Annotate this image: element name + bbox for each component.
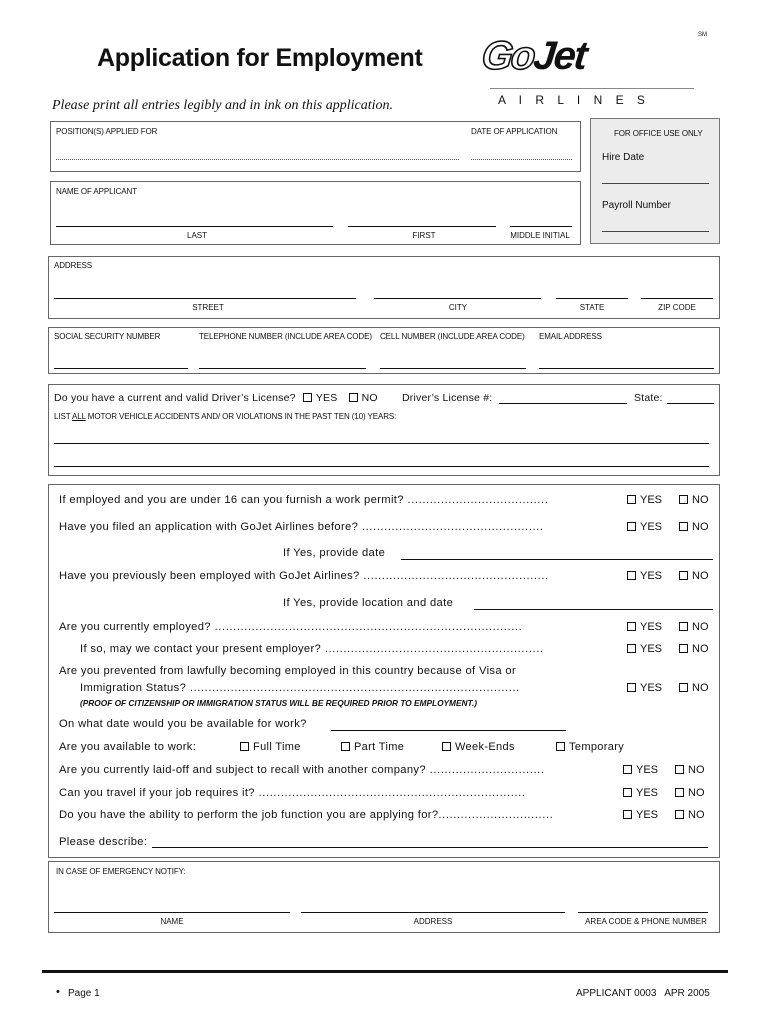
gojet-logo	[480, 32, 720, 112]
leader-dots: ........................................................................	[254, 787, 526, 799]
ability-yes-checkbox[interactable]	[623, 810, 632, 819]
laid-off-no[interactable]	[675, 764, 705, 776]
address-section	[48, 256, 720, 319]
yes-label: YES	[640, 682, 663, 694]
if-yes-location-line[interactable]	[474, 609, 713, 610]
filed-before-text: Have you filed an application with GoJet Airlines before?	[59, 521, 359, 533]
license-question: Do you have a current and valid Driver’s License?	[54, 392, 296, 404]
state-line[interactable]	[556, 298, 628, 299]
license-state-label: State:	[634, 392, 663, 404]
no-label: NO	[692, 621, 709, 633]
no-label: NO	[692, 570, 709, 582]
license-yes-checkbox[interactable]	[303, 393, 312, 402]
visa-question-text: Immigration Status?	[80, 682, 187, 694]
work-permit-yes[interactable]	[627, 494, 662, 506]
payroll-number-label: Payroll Number	[602, 200, 671, 211]
filed-before-no-checkbox[interactable]	[679, 522, 688, 531]
leader-dots: ...................................................................................	[210, 621, 523, 633]
logo-go: Go	[479, 34, 536, 78]
currently-employed-yes[interactable]	[627, 621, 662, 633]
full-time-checkbox[interactable]	[240, 742, 249, 751]
ssn-line[interactable]	[54, 368, 188, 369]
ability-question	[59, 809, 553, 821]
last-name-line[interactable]	[56, 226, 333, 227]
email-label: EMAIL ADDRESS	[539, 332, 602, 341]
travel-yes-checkbox[interactable]	[623, 788, 632, 797]
week-ends-option[interactable]	[442, 741, 515, 753]
previously-employed-no[interactable]	[679, 570, 709, 582]
proof-note: (PROOF OF CITIZENSHIP OR IMMIGRATION STATUS WILL BE REQUIRED PRIOR TO EMPLOYMENT.)	[80, 698, 478, 708]
license-question-row	[54, 392, 378, 404]
office-use-title: FOR OFFICE USE ONLY	[614, 129, 703, 138]
temporary-label: Temporary	[569, 741, 625, 753]
middle-initial-line[interactable]	[510, 226, 572, 227]
available-date-line[interactable]	[331, 730, 566, 731]
travel-text: Can you travel if your job requires it?	[59, 787, 255, 799]
yes-label: YES	[640, 643, 663, 655]
street-line[interactable]	[54, 298, 356, 299]
visa-question-line2	[80, 682, 520, 694]
no-label: NO	[692, 494, 709, 506]
available-to-work-label: Are you available to work:	[59, 741, 197, 753]
logo-rule	[490, 88, 694, 89]
license-state-line[interactable]	[667, 403, 714, 404]
hire-date-line[interactable]	[602, 183, 709, 184]
full-time-label: Full Time	[253, 741, 301, 753]
contact-employer-no[interactable]	[679, 643, 709, 655]
work-permit-text: If employed and you are under 16 can you furnish a work permit?	[59, 494, 404, 506]
laid-off-text: Are you currently laid-off and subject to recall with another company?	[59, 764, 426, 776]
license-no-checkbox[interactable]	[349, 393, 358, 402]
week-ends-label: Week-Ends	[455, 741, 515, 753]
accidents-line-2[interactable]	[54, 466, 709, 467]
hire-date-label: Hire Date	[602, 152, 645, 163]
week-ends-checkbox[interactable]	[442, 742, 451, 751]
contact-employer-yes[interactable]	[627, 643, 662, 655]
travel-question	[59, 787, 526, 799]
zip-code-line[interactable]	[641, 298, 713, 299]
currently-employed-yes-checkbox[interactable]	[627, 622, 636, 631]
emergency-name-line[interactable]	[54, 912, 290, 913]
license-number-label: Driver’s License #:	[402, 392, 493, 404]
yes-label: YES	[636, 787, 659, 799]
filed-before-yes[interactable]	[627, 521, 662, 533]
no-label: NO	[688, 809, 705, 821]
accidents-label	[54, 412, 396, 421]
logo-wordmark	[480, 34, 588, 79]
temporary-checkbox[interactable]	[556, 742, 565, 751]
ability-text: Do you have the ability to perform the job function you are applying for?	[59, 809, 439, 821]
leader-dots: .........................................................................................	[186, 682, 520, 694]
email-line[interactable]	[539, 368, 714, 369]
ssn-label: SOCIAL SECURITY NUMBER	[54, 332, 161, 341]
previously-employed-no-checkbox[interactable]	[679, 571, 688, 580]
emergency-address-caption: ADDRESS	[413, 917, 453, 926]
position-label: POSITION(S) APPLIED FOR	[56, 127, 158, 136]
laid-off-yes[interactable]	[623, 764, 658, 776]
logo-airlines: A I R L I N E S	[498, 93, 650, 107]
last-name-caption: LAST	[186, 231, 208, 240]
work-permit-no[interactable]	[679, 494, 709, 506]
yes-label: YES	[636, 809, 659, 821]
filed-before-yes-checkbox[interactable]	[627, 522, 636, 531]
name-of-applicant-label: NAME OF APPLICANT	[56, 187, 137, 196]
travel-no-checkbox[interactable]	[675, 788, 684, 797]
describe-line[interactable]	[152, 847, 708, 848]
previously-employed-question	[59, 570, 549, 582]
currently-employed-no-checkbox[interactable]	[679, 622, 688, 631]
previously-employed-text: Have you previously been employed with GoJet Airlines?	[59, 570, 360, 582]
leader-dots: ...........................................................	[321, 643, 544, 655]
first-name-caption: FIRST	[412, 231, 436, 240]
contact-employer-no-checkbox[interactable]	[679, 644, 688, 653]
yes-label: YES	[640, 621, 663, 633]
footer-page: Page 1	[68, 988, 100, 999]
emergency-phone-caption: AREA CODE & PHONE NUMBER	[585, 917, 707, 926]
visa-no-checkbox[interactable]	[679, 683, 688, 692]
accidents-label-pre: LIST	[54, 412, 73, 421]
currently-employed-no[interactable]	[679, 621, 709, 633]
contact-employer-yes-checkbox[interactable]	[627, 644, 636, 653]
page-title: Application for Employment	[97, 44, 423, 72]
contact-employer-question	[80, 643, 544, 655]
work-permit-question	[59, 494, 548, 506]
currently-employed-question	[59, 621, 522, 633]
laid-off-question	[59, 764, 545, 776]
visa-no[interactable]	[679, 682, 709, 694]
accidents-label-post: MOTOR VEHICLE ACCIDENTS AND/ OR VIOLATIONS IN THE PAST TEN (10) YEARS:	[85, 412, 397, 421]
ability-no[interactable]	[675, 809, 705, 821]
visa-question-line1: Are you prevented from lawfully becoming employed in this country because of Visa or	[59, 665, 517, 677]
leader-dots: ..................................................	[359, 570, 549, 582]
license-number-line[interactable]	[499, 403, 627, 404]
part-time-label: Part Time	[354, 741, 405, 753]
ability-yes[interactable]	[623, 809, 658, 821]
leader-dots: ......................................	[403, 494, 549, 506]
emergency-phone-line[interactable]	[578, 912, 708, 913]
work-permit-yes-checkbox[interactable]	[627, 495, 636, 504]
emergency-label: IN CASE OF EMERGENCY NOTIFY:	[56, 867, 186, 876]
service-mark: SM	[698, 32, 707, 38]
no-label: NO	[692, 521, 709, 533]
footer-form-id: APPLICANT 0003 APR 2005	[576, 988, 710, 999]
footer-rule	[42, 970, 728, 973]
street-caption: STREET	[192, 303, 224, 312]
filed-before-no[interactable]	[679, 521, 709, 533]
middle-initial-caption: MIDDLE INITIAL	[510, 231, 570, 240]
telephone-label: TELEPHONE NUMBER (INCLUDE AREA CODE)	[199, 332, 372, 341]
leader-dots: .................................................	[358, 521, 544, 533]
leader-dots: ...............................	[438, 809, 554, 821]
laid-off-yes-checkbox[interactable]	[623, 765, 632, 774]
telephone-line[interactable]	[199, 368, 366, 369]
previously-employed-yes[interactable]	[627, 570, 662, 582]
currently-employed-text: Are you currently employed?	[59, 621, 211, 633]
part-time-option[interactable]	[341, 741, 404, 753]
no-label: NO	[692, 682, 709, 694]
emergency-name-caption: NAME	[160, 917, 184, 926]
work-permit-no-checkbox[interactable]	[679, 495, 688, 504]
yes-label: YES	[640, 570, 663, 582]
yes-label: YES	[640, 494, 663, 506]
date-of-application-label: DATE OF APPLICATION	[471, 127, 558, 136]
if-yes-date-label: If Yes, provide date	[283, 547, 386, 559]
full-time-option[interactable]	[240, 741, 301, 753]
payroll-number-line[interactable]	[602, 231, 709, 232]
emergency-address-line[interactable]	[301, 912, 565, 913]
yes-label: YES	[636, 764, 659, 776]
leader-dots: ...............................	[425, 764, 545, 776]
laid-off-no-checkbox[interactable]	[675, 765, 684, 774]
yes-label: YES	[640, 521, 663, 533]
date-of-application-input-line[interactable]	[471, 159, 572, 160]
travel-no[interactable]	[675, 787, 705, 799]
cell-label: CELL NUMBER (INCLUDE AREA CODE)	[380, 332, 525, 341]
state-caption: STATE	[579, 303, 605, 312]
if-yes-date-line[interactable]	[401, 559, 713, 560]
city-caption: CITY	[448, 303, 468, 312]
page-subtitle: Please print all entries legibly and in ink on this application.	[52, 98, 394, 113]
previously-employed-yes-checkbox[interactable]	[627, 571, 636, 580]
address-label: ADDRESS	[54, 261, 92, 270]
contact-employer-text: If so, may we contact your present employer?	[80, 643, 322, 655]
zip-code-caption: ZIP CODE	[658, 303, 696, 312]
footer-bullet: •	[56, 986, 60, 998]
temporary-option[interactable]	[556, 741, 624, 753]
no-label: NO	[688, 787, 705, 799]
travel-yes[interactable]	[623, 787, 658, 799]
if-yes-location-label: If Yes, provide location and date	[283, 597, 454, 609]
license-yes-label: YES	[315, 392, 338, 404]
available-date-label: On what date would you be available for work?	[59, 718, 307, 730]
visa-yes[interactable]	[627, 682, 662, 694]
ability-no-checkbox[interactable]	[675, 810, 684, 819]
no-label: NO	[688, 764, 705, 776]
visa-yes-checkbox[interactable]	[627, 683, 636, 692]
filed-before-question	[59, 521, 544, 533]
logo-jet: Jet	[531, 34, 588, 78]
city-line[interactable]	[374, 298, 541, 299]
accidents-line-1[interactable]	[54, 443, 709, 444]
position-input-line[interactable]	[56, 159, 459, 160]
describe-label: Please describe:	[59, 836, 148, 848]
license-no-label: NO	[361, 392, 378, 404]
first-name-line[interactable]	[348, 226, 496, 227]
cell-line[interactable]	[380, 368, 526, 369]
accidents-label-all: ALL	[72, 412, 86, 421]
no-label: NO	[692, 643, 709, 655]
part-time-checkbox[interactable]	[341, 742, 350, 751]
